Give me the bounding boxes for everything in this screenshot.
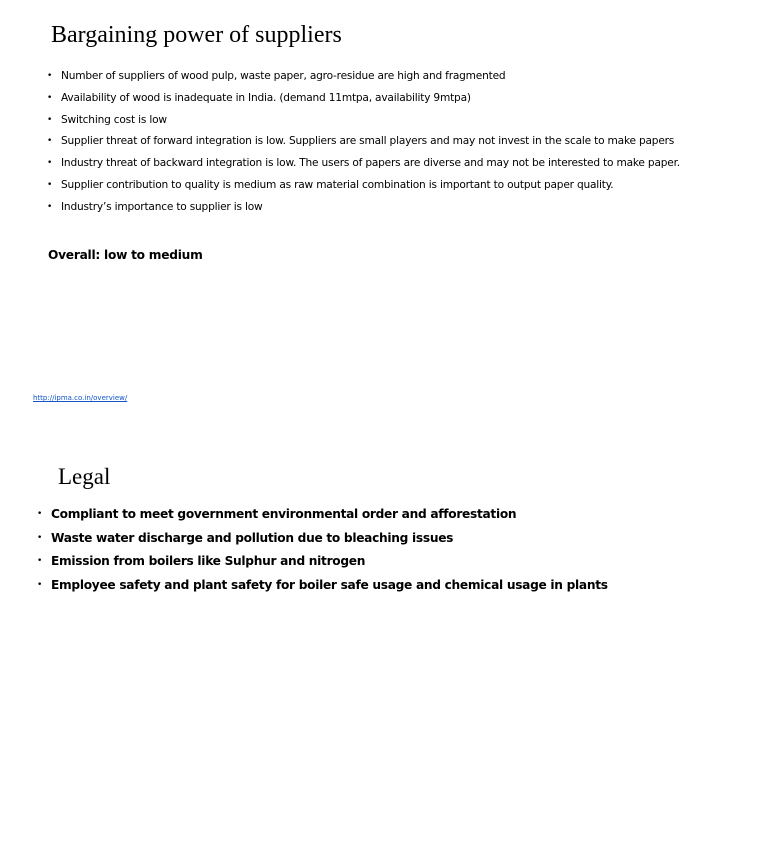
list-item: [47, 68, 680, 90]
list-item: [37, 552, 608, 576]
bullet-icon: •: [47, 92, 53, 103]
bullet-icon: •: [37, 532, 43, 543]
list-item-text: Availability of wood is inadequate in India. (demand 11mtpa, availability 9mtpa): [61, 91, 471, 104]
list-item: [47, 155, 680, 177]
list-item: [37, 505, 608, 529]
list-item-text: Waste water discharge and pollution due to bleaching issues: [51, 530, 454, 545]
bullet-icon: •: [47, 158, 53, 169]
list-item: [47, 133, 680, 155]
bullet-icon: •: [47, 201, 53, 212]
bullet-icon: •: [37, 556, 43, 566]
legal-section-title: Legal: [58, 464, 111, 489]
suppliers-bullet-list: [47, 68, 680, 221]
list-item-text: Emission from boilers like Sulphur and nitrogen: [51, 554, 366, 568]
list-item-text: Number of suppliers of wood pulp, waste paper, agro-residue are high and fragmented: [61, 70, 506, 82]
bullet-icon: •: [37, 579, 43, 590]
list-item-text: Supplier contribution to quality is medium as raw material combination is important to output paper quality.: [61, 178, 614, 191]
list-item-text: Compliant to meet government environmental order and afforestation: [51, 507, 517, 521]
list-item: [47, 199, 680, 221]
list-item: [47, 112, 680, 134]
suppliers-section-title: Bargaining power of suppliers: [51, 22, 342, 48]
bullet-icon: •: [37, 509, 43, 519]
source-link[interactable]: http://ipma.co.in/overview/: [33, 394, 128, 402]
overall-rating: Overall: low to medium: [48, 248, 203, 262]
bullet-icon: •: [47, 179, 53, 190]
bullet-icon: •: [47, 136, 53, 147]
list-item: [37, 576, 608, 600]
list-item-text: Supplier threat of forward integration is low. Suppliers are small players and may not invest in the scale to make papers: [61, 135, 675, 148]
list-item-text: Industry threat of backward integration is low. The users of papers are diverse and may not be interested to make paper.: [61, 157, 680, 170]
list-item: [47, 177, 680, 199]
list-item: [37, 529, 608, 553]
bullet-icon: •: [47, 71, 53, 81]
bullet-icon: •: [47, 114, 53, 125]
list-item-text: Employee safety and plant safety for boiler safe usage and chemical usage in plants: [51, 577, 608, 592]
list-item-text: Switching cost is low: [61, 113, 167, 126]
legal-bullet-list: [37, 505, 608, 599]
list-item: [47, 90, 680, 112]
list-item-text: Industry’s importance to supplier is low: [61, 200, 263, 213]
